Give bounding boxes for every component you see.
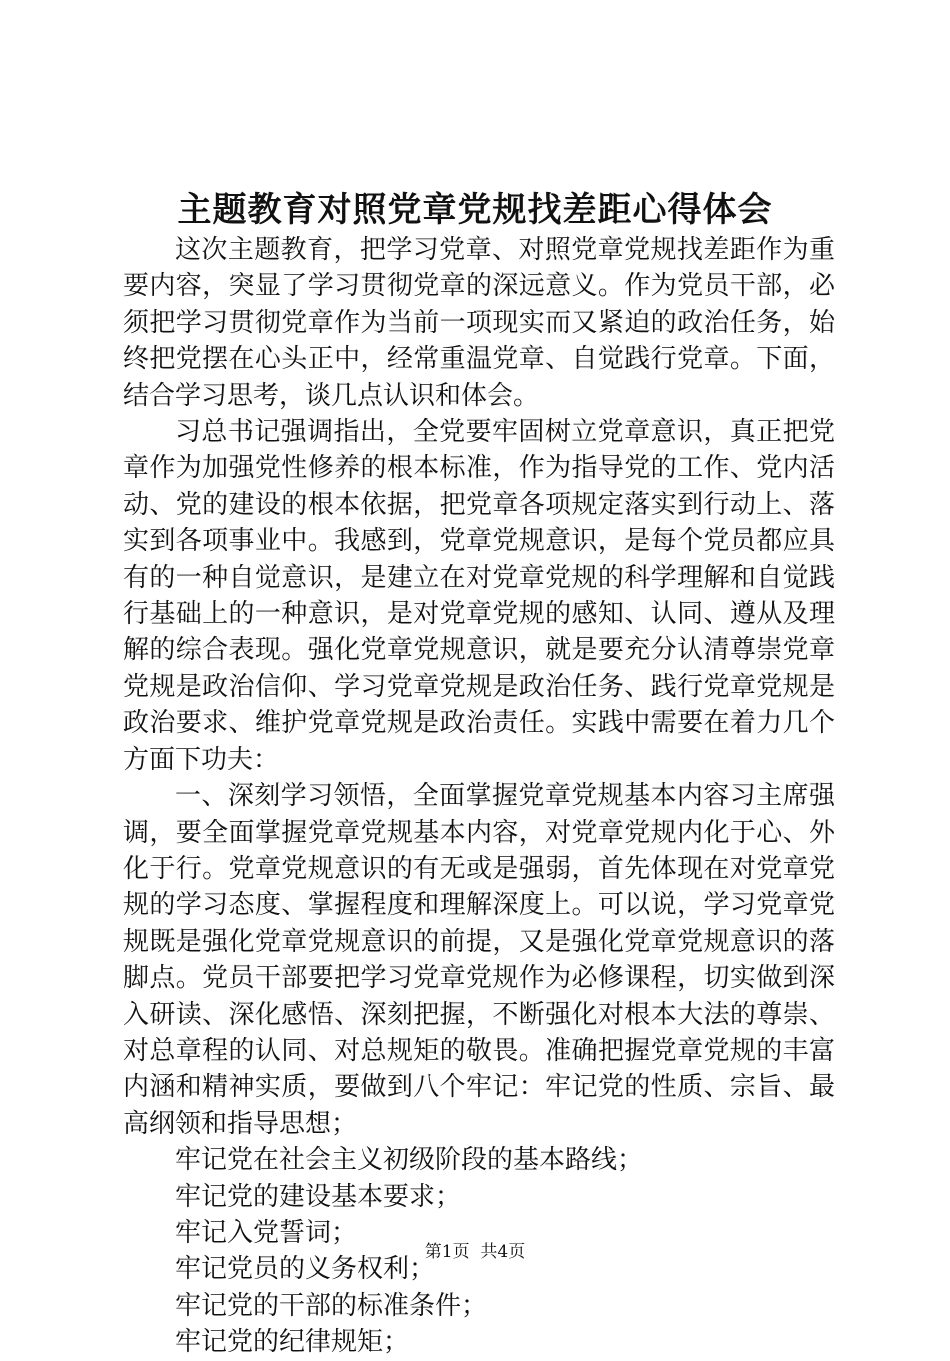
list-item: 牢记党的纪律规矩； [175, 1327, 410, 1358]
list-item: 牢记党在社会主义初级阶段的基本路线； [175, 1145, 644, 1176]
list-item: 牢记党的干部的标准条件； [175, 1290, 488, 1321]
document-title: 主题教育对照党章党规找差距心得体会 [177, 190, 773, 230]
list-item: 牢记入党誓词； [175, 1217, 358, 1248]
list-item: 牢记党员的义务权利； [175, 1254, 436, 1285]
document-body [123, 232, 835, 1361]
list-item: 牢记党的建设基本要求； [175, 1181, 462, 1212]
paragraph-section-one: 一、深刻学习领悟，全面掌握党章党规基本内容习主席强调，要全面掌握党章党规基本内容，对党章党规内化于心、外化于行。党章党规意识的有无或是强弱，首先体现在对党章党规的学习态度、掌握程度和理解深度上。可以说，学习党章党规既是强化党章党规意识的前提，又是强化党章党规意识的落脚点。党员干部要把学习党章党规作为必修课程，切实做到深入研读、深化感悟、深刻把握，不断强化对根本大法的尊崇、对总章程的认同、对总规矩的敬畏。准确把握党章党规的丰富内涵和精神实质，要做到八个牢记：牢记党的性质、宗旨、最高纲领和指导思想； [123, 781, 835, 1139]
page-footer: 第1页 共4页 [424, 1242, 526, 1262]
paragraph-main: 习总书记强调指出，全党要牢固树立党章意识，真正把党章作为加强党性修养的根本标准，作为指导党的工作、党内活动、党的建设的根本依据，把党章各项规定落实到行动上、落实到各项事业中。我感到，党章党规意识，是每个党员都应具有的一种自觉意识，是建立在对党章党规的科学理解和自觉践行基础上的一种意识，是对党章党规的感知、认同、遵从及理解的综合表现。强化党章党规意识，就是要充分认清尊崇党章党规是政治信仰、学习党章党规是政治任务、践行党章党规是政治要求、维护党章党规是政治责任。实践中需要在着力几个方面下功夫： [123, 417, 835, 775]
paragraph-intro: 这次主题教育，把学习党章、对照党章党规找差距作为重要内容，突显了学习贯彻党章的深远意义。作为党员干部，必须把学习贯彻党章作为当前一项现实而又紧迫的政治任务，始终把党摆在心头正中，经常重温党章、自觉践行党章。下面，结合学习思考，谈几点认识和体会。 [123, 235, 835, 411]
